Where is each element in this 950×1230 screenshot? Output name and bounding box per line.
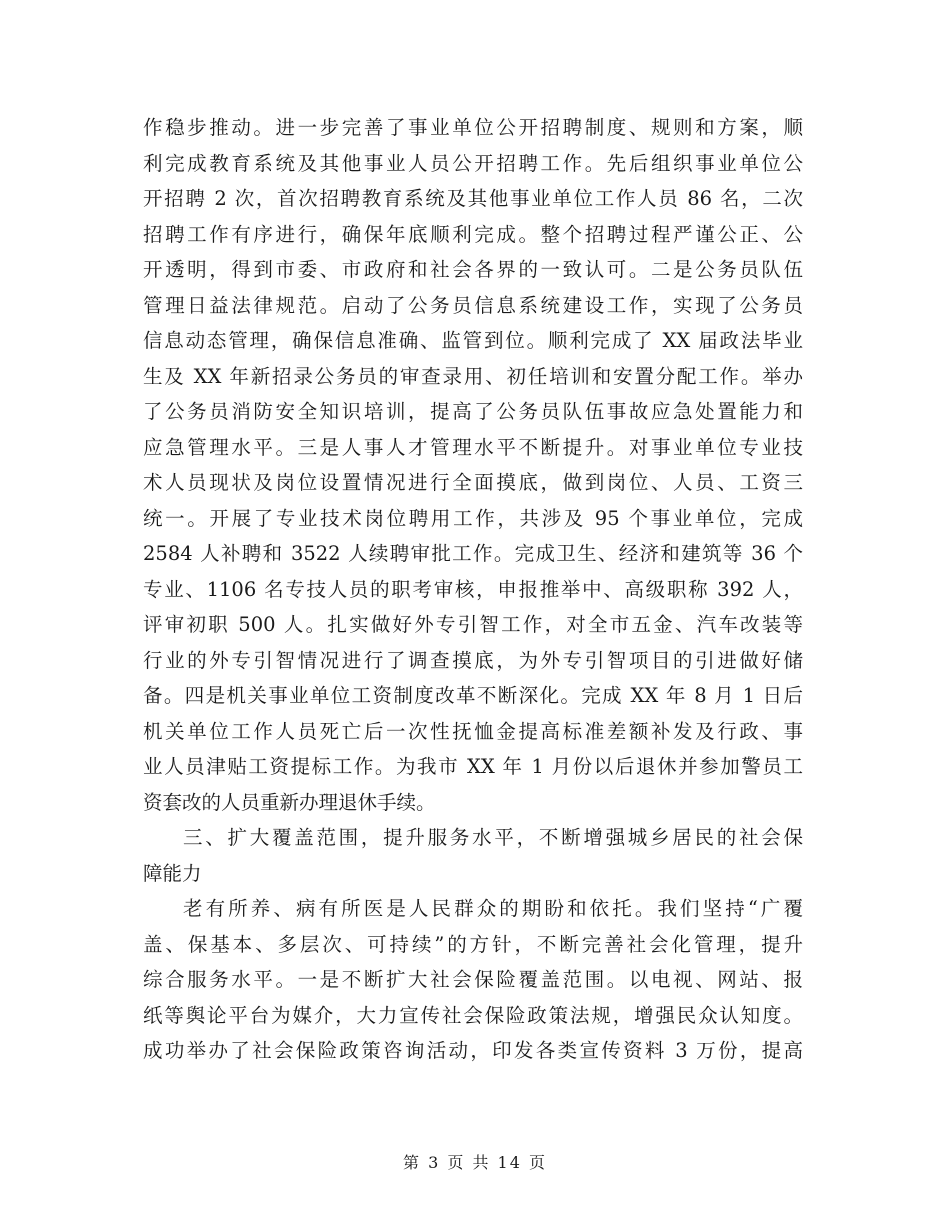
text-line: 障能力 [143, 861, 202, 885]
text-line: 机关单位工作人员死亡后一次性抚恤金提高标准差额补发及行政、事 [143, 719, 803, 743]
text-line: 开招聘 2 次，首次招聘教育系统及其他事业单位工作人员 86 名，二次 [143, 187, 803, 210]
text-line: 开透明，得到市委、市政府和社会各界的一致认可。二是公务员队伍 [143, 258, 803, 281]
text-line: 招聘工作有序进行，确保年底顺利完成。整个招聘过程严谨公正、公 [143, 222, 803, 246]
text-line: 行业的外专引智情况进行了调查摸底，为外专引智项目的引进做好储 [143, 648, 803, 672]
text-line: 纸等舆论平台为媒介，大力宣传社会保险政策法规，增强民众认知度。 [143, 1003, 803, 1027]
text-line: 三、扩大覆盖范围，提升服务水平，不断增强城乡居民的社会保 [183, 826, 803, 849]
text-line: 专业、1106 名专技人员的职考审核，申报推举中、高级职称 392 人， [143, 577, 803, 601]
text-line: 利完成教育系统及其他事业人员公开招聘工作。先后组织事业单位公 [143, 151, 803, 175]
text-line: 管理日益法律规范。启动了公务员信息系统建设工作，实现了公务员 [143, 293, 803, 317]
text-line: 生及 XX 年新招录公务员的审查录用、初任培训和安置分配工作。举办 [143, 364, 803, 388]
text-line: 应急管理水平。三是人事人才管理水平不断提升。对事业单位专业技 [143, 435, 803, 459]
text-line: 综合服务水平。一是不断扩大社会保险覆盖范围。以电视、网站、报 [143, 968, 803, 991]
text-line: 评审初职 500 人。扎实做好外专引智工作，对全市五金、汽车改装等 [143, 613, 803, 636]
text-line: 了公务员消防安全知识培训，提高了公务员队伍事故应急处置能力和 [143, 400, 803, 423]
text-line: 信息动态管理，确保信息准确、监管到位。顺利完成了 XX 届政法毕业 [143, 329, 803, 352]
text-line: 资套改的人员重新办理退休手续。 [143, 790, 436, 814]
body-text [143, 110, 803, 1069]
page-footer: 第 3 页 共 14 页 [403, 1153, 547, 1172]
text-line: 备。四是机关事业单位工资制度改革不断深化。完成 XX 年 8 月 1 日后 [143, 684, 803, 707]
text-line: 成功举办了社会保险政策咨询活动，印发各类宣传资料 3 万份，提高 [143, 1039, 803, 1062]
text-line: 老有所养、病有所医是人民群众的期盼和依托。我们坚持“广覆 [183, 897, 803, 920]
text-line: 作稳步推动。进一步完善了事业单位公开招聘制度、规则和方案，顺 [143, 116, 803, 139]
text-line: 业人员津贴工资提标工作。为我市 XX 年 1 月份以后退休并参加警员工 [143, 755, 803, 778]
text-line: 术人员现状及岗位设置情况进行全面摸底，做到岗位、人员、工资三 [143, 471, 803, 494]
text-line: 2584 人补聘和 3522 人续聘审批工作。完成卫生、经济和建筑等 36 个 [143, 542, 803, 565]
text-line: 盖、保基本、多层次、可持续”的方针，不断完善社会化管理，提升 [143, 932, 803, 956]
text-line: 统一。开展了专业技术岗位聘用工作，共涉及 95 个事业单位，完成 [143, 506, 803, 530]
